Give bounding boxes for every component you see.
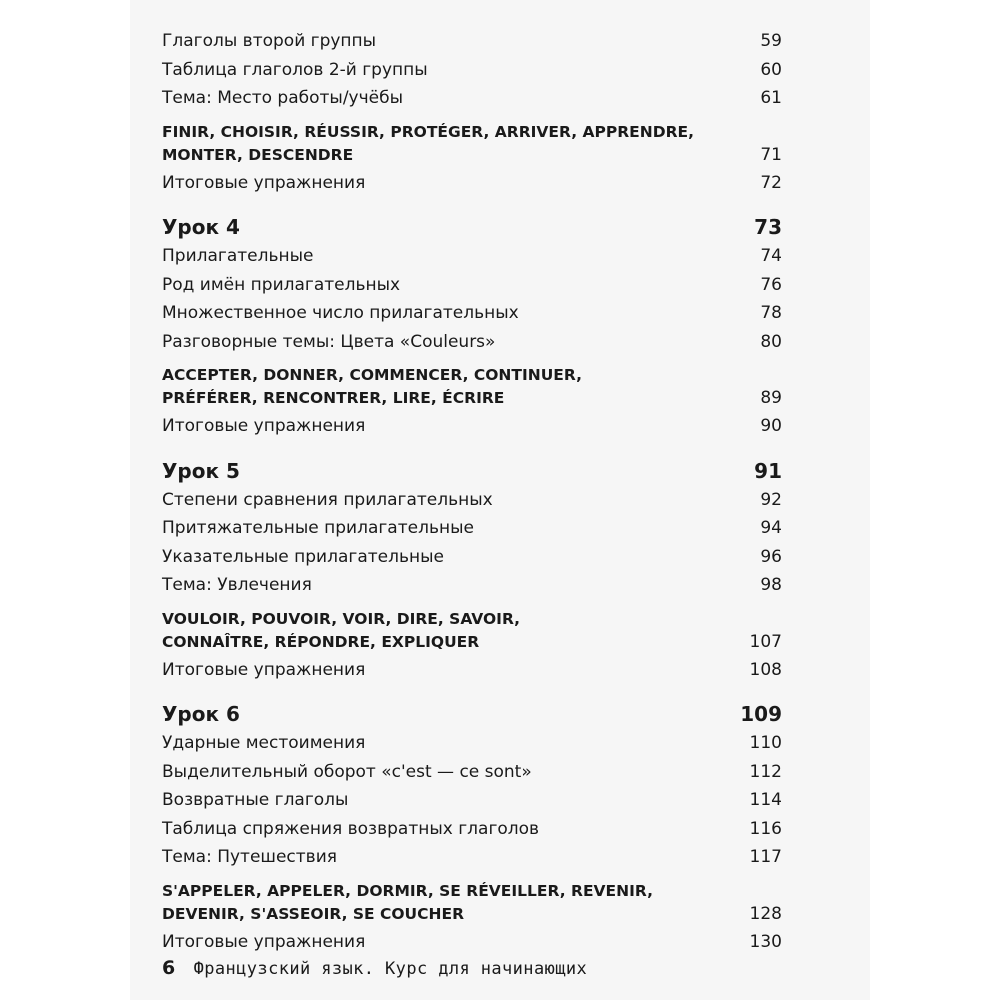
lesson-title: Урок 4	[162, 215, 240, 239]
lesson-title: Урок 5	[162, 458, 240, 483]
toc-entry-page: 90	[760, 416, 782, 436]
toc-entry-page: 108	[749, 659, 782, 680]
toc-entry	[162, 412, 782, 441]
toc-entry-page: 76	[760, 274, 782, 295]
toc-entry-title: Указательные прилагательные	[162, 546, 444, 567]
lesson-page: 109	[740, 702, 782, 726]
verbs-line-2: CONNAÎTRE, RÉPONDRE, EXPLIQUER	[162, 632, 480, 651]
toc-entry-page: 74	[760, 246, 782, 266]
toc-entry-title: Разговорные темы: Цвета «Couleurs»	[162, 331, 496, 352]
toc-entry	[162, 843, 782, 872]
lesson-heading	[162, 699, 782, 729]
toc-entry	[162, 729, 782, 758]
toc-entry-page: 130	[749, 931, 782, 952]
toc-entry	[162, 242, 782, 271]
toc-entry-page: 72	[760, 172, 782, 193]
toc-entry	[162, 84, 782, 113]
lesson-heading	[162, 212, 782, 242]
toc-entry-page: 61	[760, 88, 782, 108]
verbs-line-1: VOULOIR, POUVOIR, VOIR, DIRE, SAVOIR,	[162, 609, 521, 628]
verbs-line-2: MONTER, DESCENDRE	[162, 145, 354, 164]
toc-entry-title: Степени сравнения прилагательных	[162, 489, 493, 510]
lesson-page: 91	[754, 458, 782, 483]
toc-entry-page: 96	[760, 546, 782, 567]
toc-entry-title: Тема: Увлечения	[162, 575, 312, 595]
toc-entry-title: Возвратные глаголы	[162, 790, 349, 810]
toc-entry-title: Таблица спряжения возвратных глаголов	[162, 818, 540, 839]
toc-verbs-entry	[162, 880, 782, 926]
toc-entry-page: 110	[749, 733, 782, 753]
toc-entry	[162, 928, 782, 957]
toc-entry-page: 128	[749, 903, 782, 924]
footer-page-number: 6	[162, 957, 176, 979]
toc-entry	[162, 169, 782, 198]
toc-entry	[162, 571, 782, 600]
toc-entry-page: 107	[749, 631, 782, 652]
toc-entry	[162, 815, 782, 844]
page-footer	[162, 957, 587, 979]
verbs-line-1: FINIR, CHOISIR, RÉUSSIR, PROTÉGER, ARRIVER, APPRENDRE,	[162, 122, 695, 141]
lesson-heading	[162, 456, 782, 486]
toc-entry	[162, 656, 782, 685]
toc-entry	[162, 543, 782, 572]
toc-entry	[162, 27, 782, 56]
toc-entry-page: 98	[760, 575, 782, 595]
lesson-page: 73	[754, 215, 782, 239]
toc-entry-title: Род имён прилагательных	[162, 274, 401, 295]
toc-entry-title: Итоговые упражнения	[162, 931, 366, 952]
toc-entry-title: Итоговые упражнения	[162, 659, 366, 680]
toc-entry-title: Множественное число прилагательных	[162, 303, 519, 323]
toc-entry-page: 71	[760, 144, 782, 165]
verbs-line-2: PRÉFÉRER, RENCONTRER, LIRE, ÉCRIRE	[162, 389, 505, 407]
toc-entry-page: 59	[760, 31, 782, 51]
toc-verbs-entry	[162, 121, 782, 167]
toc-entry-page: 114	[749, 790, 782, 810]
toc-entry-title: Тема: Место работы/учёбы	[162, 88, 404, 108]
toc-verbs-entry	[162, 608, 782, 654]
toc-entry-title: Таблица глаголов 2-й группы	[162, 59, 428, 80]
toc-entry-page: 78	[760, 303, 782, 323]
toc-entry	[162, 56, 782, 85]
toc-entry-page: 116	[749, 818, 782, 839]
toc-entry	[162, 328, 782, 357]
toc-entry-page: 94	[760, 518, 782, 538]
toc-entry-title: Притяжательные прилагательные	[162, 518, 474, 538]
toc-entry-title: Итоговые упражнения	[162, 172, 366, 193]
toc-entry	[162, 514, 782, 543]
verbs-line-1: ACCEPTER, DONNER, COMMENCER, CONTINUER,	[162, 366, 582, 384]
toc-entry	[162, 486, 782, 515]
toc-verbs-entry	[162, 364, 782, 410]
toc-entry-page: 117	[749, 847, 782, 867]
verbs-line-2: DEVENIR, S'ASSEOIR, SE COUCHER	[162, 904, 465, 923]
toc-entry-page: 80	[760, 331, 782, 352]
footer-book-title: Французский язык. Курс для начинающих	[193, 959, 588, 979]
toc-entry	[162, 299, 782, 328]
verbs-line-1: S'APPELER, APPELER, DORMIR, SE RÉVEILLER, REVENIR,	[162, 881, 653, 900]
toc-entry-page: 60	[760, 59, 782, 80]
toc-entry-title: Глаголы второй группы	[162, 31, 377, 51]
toc-entry	[162, 758, 782, 787]
toc-entry	[162, 271, 782, 300]
table-of-contents	[162, 27, 782, 956]
toc-entry-page: 112	[749, 761, 782, 782]
toc-entry	[162, 786, 782, 815]
toc-entry-title: Выделительный оборот «c'est — ce sont»	[162, 761, 532, 782]
toc-entry-title: Итоговые упражнения	[162, 416, 366, 436]
lesson-title: Урок 6	[162, 702, 240, 726]
toc-entry-page: 89	[760, 388, 782, 408]
toc-entry-title: Тема: Путешествия	[162, 847, 337, 867]
toc-entry-title: Ударные местоимения	[162, 733, 366, 753]
toc-entry-page: 92	[760, 489, 782, 510]
toc-entry-title: Прилагательные	[162, 246, 314, 266]
